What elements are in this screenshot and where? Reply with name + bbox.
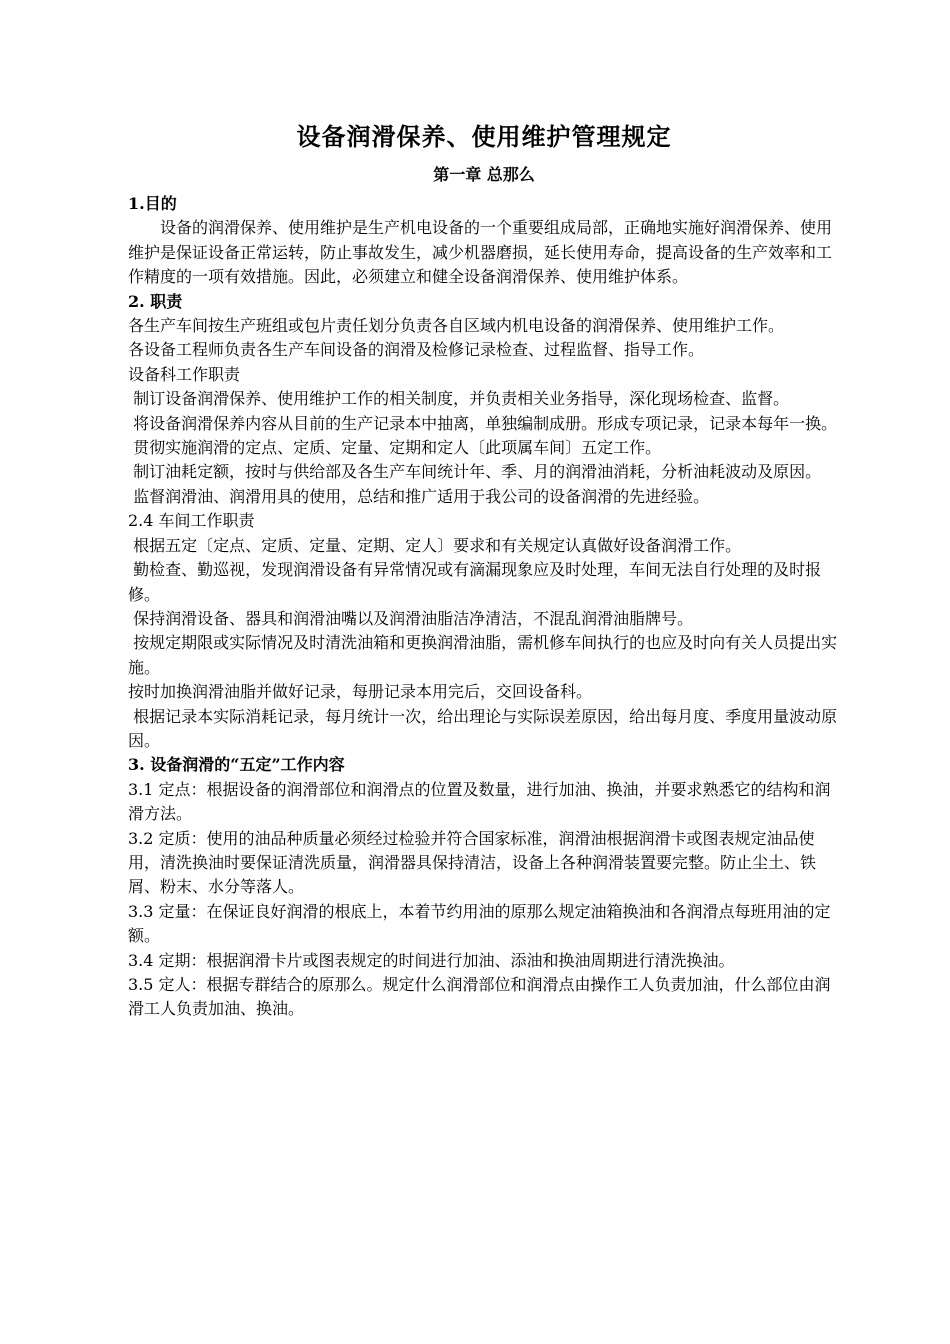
paragraph: 2.4 车间工作职责 <box>128 511 255 531</box>
paragraph: 3.1 定点：根据设备的润滑部位和润滑点的位置及数量，进行加油、换油，并要求熟悉它的结构和润滑方法。 <box>128 779 831 824</box>
paragraph: 设备的润滑保养、使用维护是生产机电设备的一个重要组成局部，正确地实施好润滑保养、使用维护是保证设备正常运转，防止事故发生，减少机器磨损，延长使用寿命，提高设备的生产效率和工作精度的一项有效措施。因此，必须建立和健全设备润滑保养、使用维护体系。 <box>128 218 833 287</box>
chapter-heading: 第一章 总那么 <box>433 165 535 184</box>
section-heading: 2. 职责 <box>128 291 183 311</box>
paragraph: 3.5 定人：根据专群结合的原那么。规定什么润滑部位和润滑点由操作工人负责加油，什么部位由润滑工人负责加油、换油。 <box>128 975 831 1019</box>
paragraph: 按时加换润滑油脂并做好记录，每册记录本用完后，交回设备科。 <box>128 682 593 702</box>
paragraph: 各生产车间按生产班组或包片责任划分负责各自区域内机电设备的润滑保养、使用维护工作。 <box>128 316 785 336</box>
paragraph: 监督润滑油、润滑用具的使用，总结和推广适用于我公司的设备润滑的先进经验。 <box>128 486 710 506</box>
paragraph: 将设备润滑保养内容从目前的生产记录本中抽离，单独编制成册。形成专项记录，记录本每年一换。 <box>128 413 838 433</box>
document-title: 设备润滑保养、使用维护管理规定 <box>296 122 672 151</box>
paragraph: 保持润滑设备、器具和润滑油嘴以及润滑油脂洁净清洁，不混乱润滑油脂牌号。 <box>128 608 694 628</box>
paragraph: 根据五定〔定点、定质、定量、定期、定人〕要求和有关规定认真做好设备润滑工作。 <box>128 535 742 555</box>
paragraph: 3.3 定量：在保证良好润滑的根底上，本着节约用油的原那么规定油箱换油和各润滑点每班用油的定额。 <box>128 901 831 946</box>
paragraph: 制订设备润滑保养、使用维护工作的相关制度，并负责相关业务指导，深化现场检查、监督。 <box>128 389 790 409</box>
paragraph: 贯彻实施润滑的定点、定质、定量、定期和定人〔此项属车间〕五定工作。 <box>128 438 662 458</box>
paragraph: 3.2 定质：使用的油品种质量必须经过检验并符合国家标准，润滑油根据润滑卡或图表规定油品使用，清洗换油时要保证清洗质量，润滑器具保持清洁，设备上各种润滑装置要完整。防止尘土、铁屑、粉末、水分等落人。 <box>128 828 817 897</box>
section-heading: 1.目的 <box>128 194 177 213</box>
section-heading: 3. 设备润滑的“五定”工作内容 <box>128 755 345 775</box>
paragraph: 3.4 定期：根据润滑卡片或图表规定的时间进行加油、添油和换油周期进行清洗换油。 <box>128 950 735 970</box>
document-body <box>128 192 840 1022</box>
paragraph: 设备科工作职责 <box>128 364 241 384</box>
paragraph: 制订油耗定额，按时与供给部及各生产车间统计年、季、月的润滑油消耗，分析油耗波动及原因。 <box>128 462 822 482</box>
paragraph: 勤检查、勤巡视，发现润滑设备有异常情况或有滴漏现象应及时处理，车间无法自行处理的及时报修。 <box>128 560 822 604</box>
document-page <box>128 118 840 1022</box>
paragraph: 按规定期限或实际情况及时清洗油箱和更换润滑油脂，需机修车间执行的也应及时向有关人员提出实施。 <box>128 633 838 677</box>
paragraph: 各设备工程师负责各生产车间设备的润滑及检修记录检查、过程监督、指导工作。 <box>128 340 705 360</box>
paragraph: 根据记录本实际消耗记录，每月统计一次，给出理论与实际误差原因，给出每月度、季度用量波动原因。 <box>128 706 838 750</box>
